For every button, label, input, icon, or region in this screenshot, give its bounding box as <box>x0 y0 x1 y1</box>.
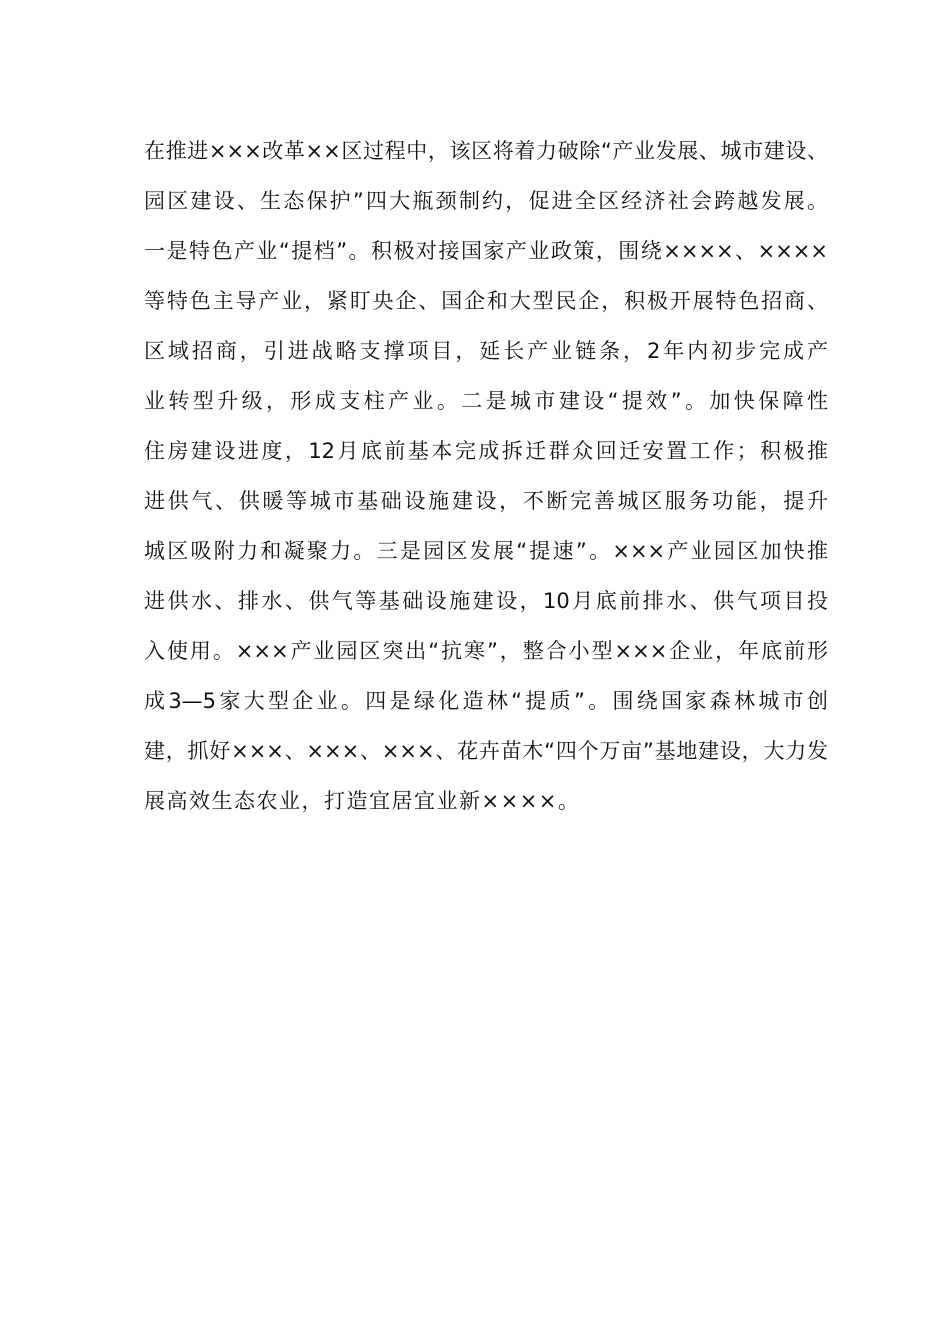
text-line: 业转型升级，形成支柱产业。二是城市建设“提效”。加快保障性 <box>144 389 828 413</box>
text-line: 在推进×××改革××区过程中，该区将着力破除“产业发展、城市建设、 <box>144 139 828 163</box>
text-line: 建，抓好×××、×××、×××、花卉苗木“四个万亩”基地建设，大力发 <box>144 739 828 763</box>
text-line: 进供气、供暖等城市基础设施建设，不断完善城区服务功能，提升 <box>144 489 828 513</box>
text-line: 进供水、排水、供气等基础设施建设，10月底前排水、供气项目投 <box>144 589 828 613</box>
text-line: 园区建设、生态保护”四大瓶颈制约，促进全区经济社会跨越发展。 <box>144 189 828 213</box>
text-line: 住房建设进度，12月底前基本完成拆迁群众回迁安置工作；积极推 <box>144 439 828 463</box>
text-line: 城区吸附力和凝聚力。三是园区发展“提速”。×××产业园区加快推 <box>144 539 828 563</box>
text-line: 一是特色产业“提档”。积极对接国家产业政策，围绕××××、×××× <box>144 239 828 263</box>
text-line: 入使用。×××产业园区突出“抗寒”，整合小型×××企业，年底前形 <box>144 639 828 663</box>
text-line-last: 展高效生态农业，打造宜居宜业新××××。 <box>144 789 581 813</box>
text-line: 区域招商，引进战略支撑项目，延长产业链条，2年内初步完成产 <box>144 339 828 363</box>
text-line: 成3—5家大型企业。四是绿化造林“提质”。围绕国家森林城市创 <box>144 689 828 713</box>
text-line: 等特色主导产业，紧盯央企、国企和大型民企，积极开展特色招商、 <box>144 289 828 313</box>
document-body <box>144 126 828 826</box>
